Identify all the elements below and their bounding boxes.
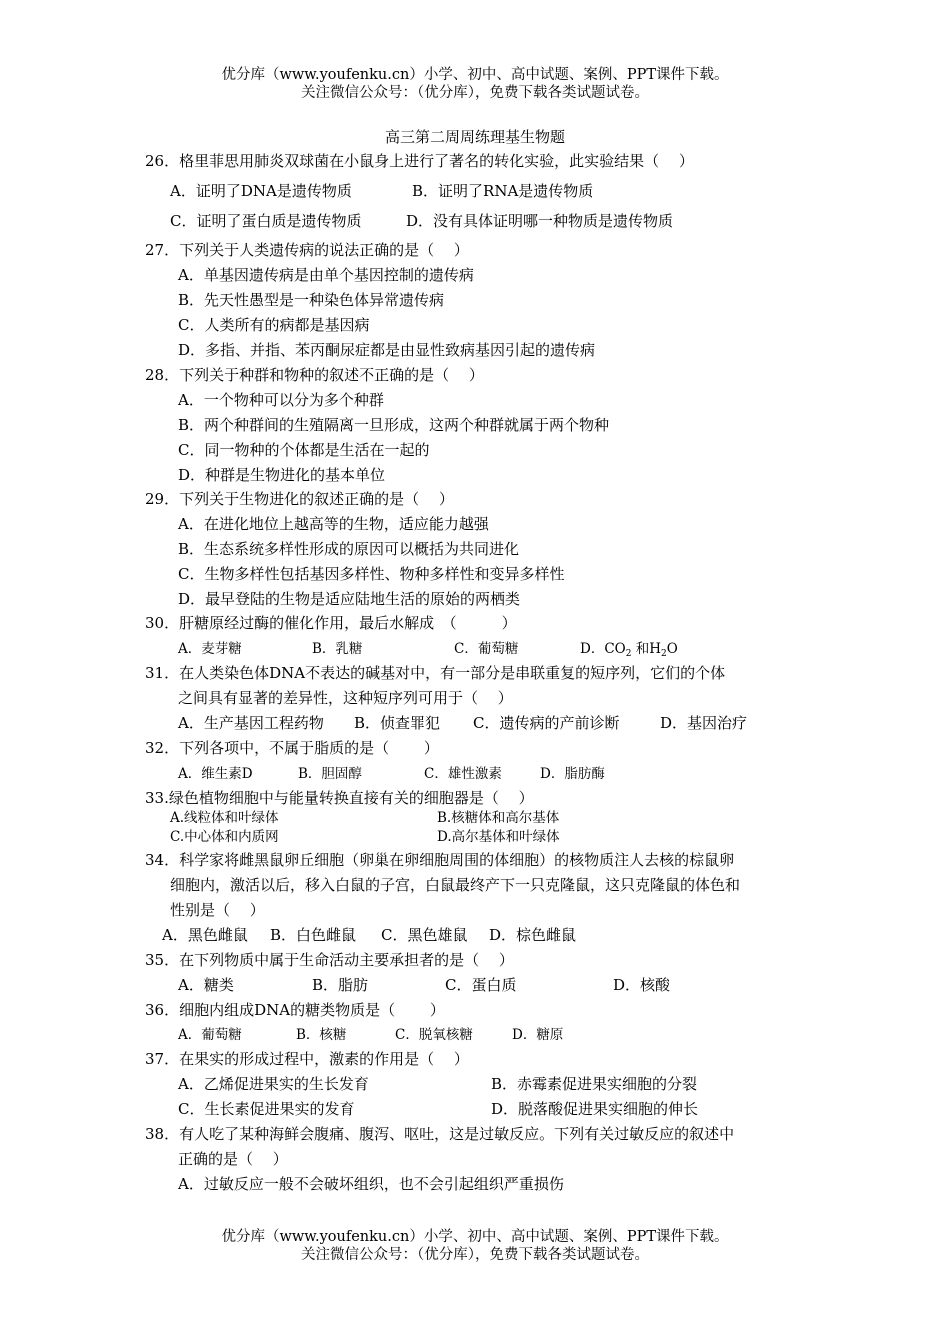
q31-stem-line-1: 31．在人类染色体DNA不表达的碱基对中，有一部分是串联重复的短序列，它们的个体 [145, 664, 726, 682]
q30-d-co: D．CO [580, 641, 626, 657]
q27-option-d: D．多指、并指、苯丙酮尿症都是由显性致病基因引起的遗传病 [178, 341, 596, 359]
q34-option-a: A．黑色雌鼠 [162, 926, 248, 944]
q34-option-b: B．白色雌鼠 [270, 926, 357, 944]
q35-option-c: C．蛋白质 [445, 976, 517, 994]
q29-option-d: D．最早登陆的生物是适应陆地生活的原始的两栖类 [178, 590, 521, 608]
q28-stem: 28．下列关于种群和物种的叙述不正确的是（ ） [145, 366, 484, 384]
q30-d-o: O [666, 641, 678, 657]
q32-option-a: A．维生素D [178, 766, 253, 782]
q28-option-d: D．种群是生物进化的基本单位 [178, 466, 386, 484]
q37-option-c: C．生长素促进果实的发育 [178, 1100, 355, 1118]
q31-option-a: A．生产基因工程药物 [178, 714, 324, 732]
q30-d-sub-1: 2 [625, 649, 632, 659]
q30-option-b: B．乳糖 [312, 641, 363, 657]
q32-option-d: D．脂肪酶 [540, 766, 605, 782]
q34-stem-line-1: 34．科学家将雌黑鼠卵丘细胞（卵巢在卵细胞周围的体细胞）的核物质注人去核的棕鼠卵 [145, 851, 735, 869]
q36-option-b: B．核糖 [296, 1027, 347, 1043]
q28-option-c: C．同一物种的个体都是生活在一起的 [178, 441, 430, 459]
q36-option-d: D．糖原 [512, 1027, 564, 1043]
q29-option-c: C．生物多样性包括基因多样性、物种多样性和变异多样性 [178, 565, 565, 583]
q26-option-a: A．证明了DNA是遗传物质 [170, 182, 352, 200]
page-title: 高三第二周周练理基生物题 [384, 128, 565, 146]
page-footer [0, 1228, 950, 1264]
q38-stem-line-2: 正确的是（ ） [178, 1150, 288, 1168]
q33-option-d: D.高尔基体和叶绿体 [437, 829, 560, 845]
q27-stem: 27．下列关于人类遗传病的说法正确的是（ ） [145, 241, 469, 259]
q30-d-sub-2: 2 [661, 649, 667, 659]
q27-option-a: A．单基因遗传病是由单个基因控制的遗传病 [178, 266, 474, 284]
q37-option-a: A．乙烯促进果实的生长发育 [178, 1075, 369, 1093]
q28-option-b: B．两个种群间的生殖隔离一旦形成，这两个种群就属于两个物种 [178, 416, 610, 434]
q35-option-a: A．糖类 [178, 976, 234, 994]
q31-option-d: D．基因治疗 [660, 714, 748, 732]
q37-stem: 37．在果实的形成过程中，激素的作用是（ ） [145, 1050, 469, 1068]
q26-option-d: D．没有具体证明哪一种物质是遗传物质 [406, 212, 674, 230]
q33-stem: 33.绿色植物细胞中与能量转换直接有关的细胞器是（ ） [145, 789, 534, 807]
q34-stem-line-2: 细胞内，激活以后，移入白鼠的子宫，白鼠最终产下一只克隆鼠，这只克隆鼠的体色和 [170, 876, 741, 894]
q34-stem-line-3: 性别是（ ） [170, 901, 265, 919]
q32-option-b: B．胆固醇 [298, 766, 362, 782]
footer-line-2: 关注微信公众号：（优分库），免费下载各类试题试卷。 [301, 1247, 649, 1263]
q28-option-a: A．一个物种可以分为多个种群 [178, 391, 384, 409]
q33-option-c: C.中心体和内质网 [170, 829, 279, 845]
q35-option-b: B．脂肪 [312, 976, 369, 994]
q29-option-a: A．在进化地位上越高等的生物，适应能力越强 [178, 515, 489, 533]
q30-option-a: A．麦芽糖 [178, 641, 242, 657]
q36-option-c: C．脱氧核糖 [395, 1027, 473, 1043]
q30-d-and-h: 和H [631, 641, 662, 657]
q33-option-b: B.核糖体和高尔基体 [437, 810, 560, 826]
q27-option-c: C．人类所有的病都是基因病 [178, 316, 370, 334]
q26-option-c: C．证明了蛋白质是遗传物质 [170, 212, 362, 230]
q34-option-d: D．棕色雌鼠 [489, 926, 577, 944]
q32-option-c: C．雄性激素 [424, 766, 502, 782]
q27-option-b: B．先天性愚型是一种染色体异常遗传病 [178, 291, 445, 309]
q36-stem: 36．细胞内组成DNA的糖类物质是（ ） [145, 1001, 445, 1019]
q29-option-b: B．生态系统多样性形成的原因可以概括为共同进化 [178, 540, 520, 558]
q30-option-d [580, 639, 678, 661]
footer-line-1: 优分库（www.youfenku.cn）小学、初中、高中试题、案例、PPT课件下载。 [221, 1229, 729, 1245]
q31-stem-line-2: 之间具有显著的差异性，这种短序列可用于（ ） [178, 689, 513, 707]
q29-stem: 29．下列关于生物进化的叙述正确的是（ ） [145, 490, 454, 508]
q38-stem-line-1: 38．有人吃了某种海鲜会腹痛、腹泻、呕吐，这是过敏反应。下列有关过敏反应的叙述中 [145, 1125, 735, 1143]
page-header [0, 66, 950, 102]
q26-option-b: B．证明了RNA是遗传物质 [412, 182, 594, 200]
q37-option-b: B．赤霉素促进果实细胞的分裂 [491, 1075, 698, 1093]
header-line-1: 优分库（www.youfenku.cn）小学、初中、高中试题、案例、PPT课件下载。 [221, 67, 729, 83]
q35-option-d: D．核酸 [613, 976, 671, 994]
header-line-2: 关注微信公众号：（优分库），免费下载各类试题试卷。 [301, 85, 649, 101]
q35-stem: 35．在下列物质中属于生命活动主要承担者的是（ ） [145, 951, 514, 969]
q31-option-c: C．遗传病的产前诊断 [473, 714, 620, 732]
q36-option-a: A．葡萄糖 [178, 1027, 242, 1043]
q31-option-b: B．侦查罪犯 [354, 714, 441, 732]
q30-stem: 30．肝糖原经过酶的催化作用，最后水解成 （ ） [145, 614, 517, 632]
q38-option-a: A．过敏反应一般不会破坏组织，也不会引起组织严重损伤 [178, 1175, 564, 1193]
q34-option-c: C．黑色雄鼠 [381, 926, 468, 944]
q32-stem: 32．下列各项中，不属于脂质的是（ ） [145, 739, 439, 757]
q33-option-a: A.线粒体和叶绿体 [170, 810, 279, 826]
q26-stem: 26．格里菲思用肺炎双球菌在小鼠身上进行了著名的转化实验，此实验结果（ ） [145, 152, 694, 170]
q37-option-d: D．脱落酸促进果实细胞的伸长 [491, 1100, 699, 1118]
q30-option-c: C．葡萄糖 [454, 641, 519, 657]
